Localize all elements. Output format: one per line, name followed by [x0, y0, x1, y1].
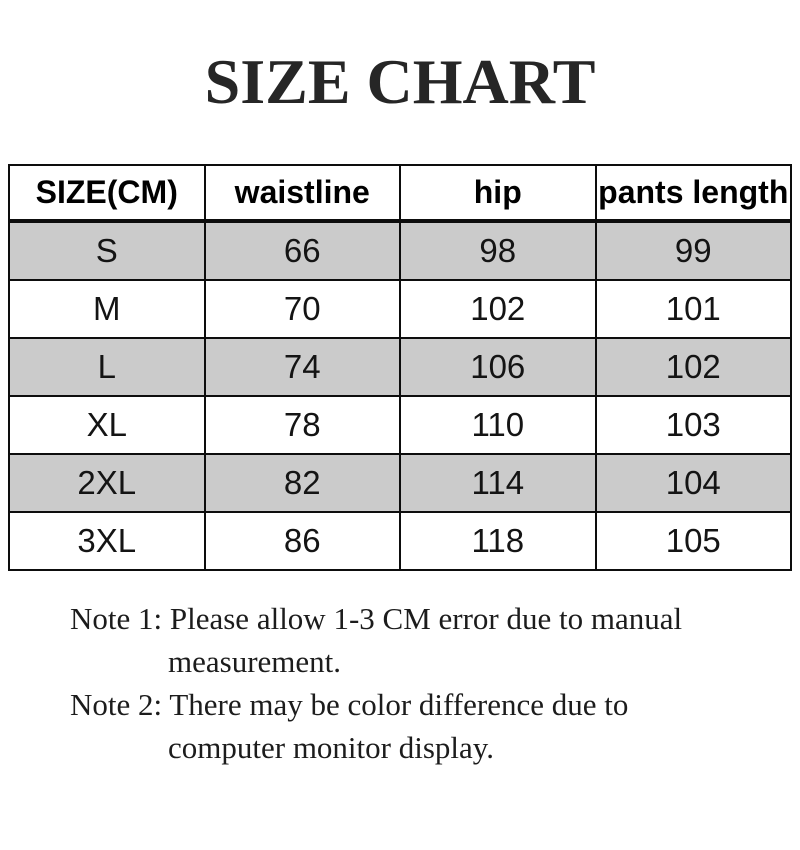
- table-row-s: [9, 221, 791, 280]
- pants-length-cell: 99: [596, 221, 792, 280]
- size-cell: XL: [9, 396, 205, 454]
- note-1-text-line-2: measurement.: [168, 644, 342, 679]
- waistline-cell: 66: [205, 221, 401, 280]
- note-2-label: Note 2:: [70, 687, 163, 722]
- hip-cell: 110: [400, 396, 596, 454]
- note-2-text-line-2: computer monitor display.: [168, 730, 495, 765]
- table-row-3xl: [9, 512, 791, 570]
- pants-length-cell: 105: [596, 512, 792, 570]
- hip-cell: 114: [400, 454, 596, 512]
- column-header-hip: hip: [400, 165, 596, 221]
- hip-cell: 118: [400, 512, 596, 570]
- pants-length-cell: 103: [596, 396, 792, 454]
- page-title: SIZE CHART: [204, 46, 596, 117]
- hip-cell: 98: [400, 221, 596, 280]
- size-chart-table: [8, 164, 792, 571]
- size-cell: 3XL: [9, 512, 205, 570]
- column-header-waistline: waistline: [205, 165, 401, 221]
- note-1: [70, 597, 760, 683]
- hip-cell: 102: [400, 280, 596, 338]
- note-2-text-line-1: There may be color difference due to: [169, 687, 629, 722]
- waistline-cell: 78: [205, 396, 401, 454]
- size-cell: S: [9, 221, 205, 280]
- notes: [70, 597, 760, 769]
- table-row-l: [9, 338, 791, 396]
- pants-length-cell: 102: [596, 338, 792, 396]
- table-row-xl: [9, 396, 791, 454]
- table-row-2xl: [9, 454, 791, 512]
- waistline-cell: 86: [205, 512, 401, 570]
- table-row-m: [9, 280, 791, 338]
- waistline-cell: 74: [205, 338, 401, 396]
- size-cell: 2XL: [9, 454, 205, 512]
- note-2: [70, 683, 760, 769]
- size-cell: L: [9, 338, 205, 396]
- size-cell: M: [9, 280, 205, 338]
- column-header-size: SIZE(CM): [9, 165, 205, 221]
- pants-length-cell: 101: [596, 280, 792, 338]
- note-1-text-line-1: Please allow 1-3 CM error due to manual: [169, 601, 683, 636]
- waistline-cell: 70: [205, 280, 401, 338]
- column-header-pants-length: pants length: [596, 165, 792, 221]
- table-header-row: [9, 165, 791, 221]
- pants-length-cell: 104: [596, 454, 792, 512]
- waistline-cell: 82: [205, 454, 401, 512]
- hip-cell: 106: [400, 338, 596, 396]
- note-1-label: Note 1:: [70, 601, 163, 636]
